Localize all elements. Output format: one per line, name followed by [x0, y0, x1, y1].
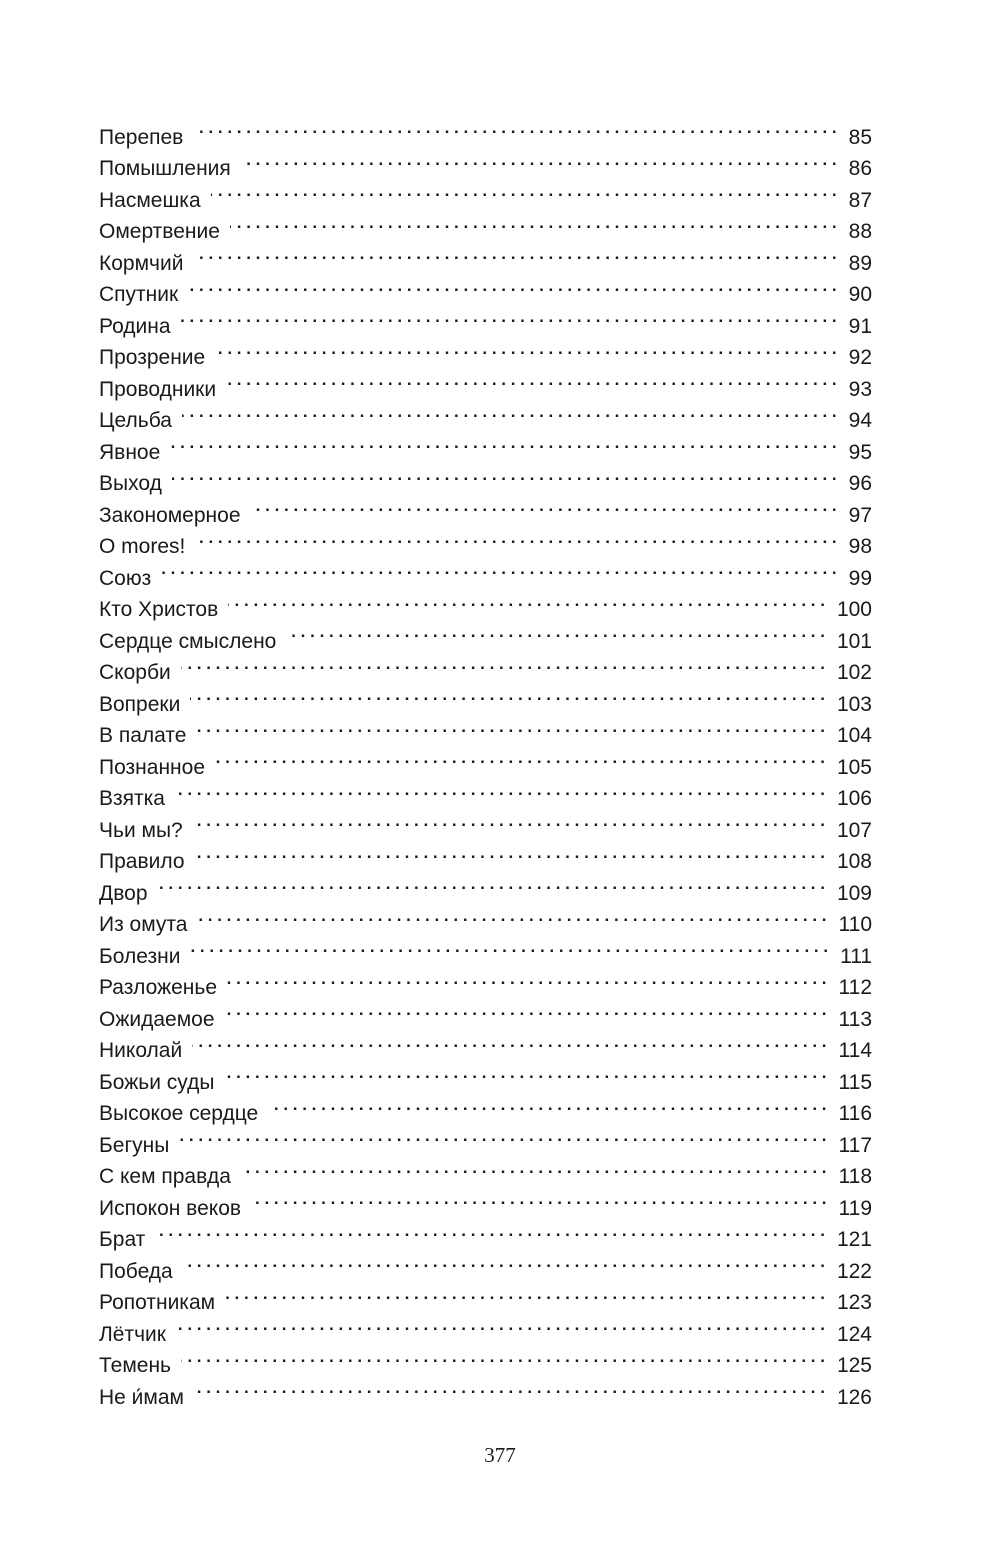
toc-entry-title: Лётчик [99, 1322, 166, 1346]
dot-leader [190, 679, 825, 711]
toc-entry [99, 711, 872, 747]
dot-leader [227, 963, 826, 995]
toc-entry [99, 1057, 872, 1094]
toc-entry-title: Двор [99, 881, 148, 905]
dot-leader [161, 553, 836, 585]
toc-entry-title: Цельба [99, 409, 172, 432]
toc-entry-page: 122 [836, 1259, 872, 1283]
toc-entry [99, 1341, 872, 1377]
dot-leader [182, 396, 837, 428]
toc-entry [99, 585, 872, 621]
toc-entry-page: 125 [836, 1354, 872, 1377]
toc-entry-title: Омертвение [99, 220, 220, 243]
toc-entry-title: С кем правда [99, 1165, 231, 1188]
dot-leader [225, 1278, 825, 1310]
toc-entry-title: Перепев [99, 125, 184, 149]
dot-leader [251, 490, 837, 522]
toc-entry [99, 1152, 872, 1188]
dot-leader [228, 585, 825, 617]
toc-entry [99, 459, 872, 495]
toc-entry [99, 742, 872, 779]
toc-entry [99, 144, 872, 180]
toc-entry-page: 94 [848, 409, 872, 432]
toc-entry-page: 123 [836, 1291, 872, 1314]
dot-leader [230, 207, 837, 239]
toc-entry-page: 110 [838, 913, 872, 936]
toc-entry-title: Насмешка [99, 188, 201, 212]
toc-entry-title: Спутник [99, 283, 179, 306]
toc-entry-page: 104 [836, 724, 872, 747]
toc-entry [99, 396, 872, 432]
toc-entry-page: 91 [848, 314, 872, 338]
toc-entry-page: 114 [838, 1039, 872, 1062]
toc-entry-page: 85 [848, 125, 872, 149]
toc-entry-title: Высокое сердце [99, 1102, 259, 1125]
toc-entry [99, 333, 872, 369]
toc-entry-page: 113 [838, 1007, 872, 1031]
toc-entry [99, 963, 872, 999]
dot-leader [192, 1026, 826, 1058]
dot-leader [241, 1152, 827, 1184]
toc-entry-page: 92 [848, 346, 872, 369]
dot-leader [268, 1089, 826, 1121]
toc-entry-page: 103 [836, 692, 872, 716]
toc-entry-page: 108 [836, 850, 872, 873]
toc-entry [99, 1372, 872, 1409]
toc-entry-title: В палате [99, 724, 187, 747]
dot-leader [286, 616, 825, 648]
toc-entry-title: Брат [99, 1228, 146, 1251]
table-of-contents [99, 112, 872, 1409]
toc-entry [99, 112, 872, 149]
toc-entry [99, 522, 872, 558]
toc-entry [99, 1026, 872, 1062]
toc-entry-page: 101 [836, 629, 872, 653]
toc-entry [99, 931, 872, 968]
dot-leader [181, 1341, 825, 1373]
toc-entry-page: 118 [838, 1165, 872, 1188]
toc-entry [99, 679, 872, 716]
toc-entry [99, 900, 872, 936]
toc-entry-title: Чьи мы? [99, 818, 183, 842]
toc-entry-title: Темень [99, 1354, 171, 1377]
toc-entry-page: 97 [848, 503, 872, 527]
toc-entry [99, 1215, 872, 1251]
toc-entry-title: Проводники [99, 377, 217, 401]
toc-entry-page: 95 [848, 440, 872, 464]
dot-leader [215, 333, 836, 365]
dot-leader [226, 364, 837, 396]
toc-entry-title: Взятка [99, 787, 165, 810]
toc-entry [99, 868, 872, 905]
dot-leader [197, 900, 826, 932]
toc-entry-title: Божьи суды [99, 1070, 215, 1094]
toc-entry-title: Закономерное [99, 503, 241, 527]
dot-leader [225, 994, 827, 1026]
toc-entry-page: 90 [848, 283, 872, 306]
toc-entry-page: 117 [838, 1133, 872, 1157]
dot-leader [193, 805, 825, 837]
dot-leader [193, 238, 836, 270]
toc-entry-title: Вопреки [99, 692, 181, 716]
toc-entry-page: 111 [840, 944, 872, 968]
toc-entry-title: Помышления [99, 157, 231, 180]
toc-entry [99, 1246, 872, 1283]
toc-entry-title: Бегуны [99, 1133, 170, 1157]
toc-entry-page: 115 [838, 1070, 872, 1094]
toc-entry [99, 774, 872, 810]
toc-entry-page: 98 [848, 535, 872, 558]
toc-entry-title: Кормчий [99, 251, 184, 275]
toc-entry [99, 648, 872, 684]
toc-entry [99, 805, 872, 842]
dot-leader [188, 270, 836, 302]
dot-leader [181, 301, 837, 333]
toc-entry-page: 126 [836, 1385, 872, 1409]
toc-entry-page: 109 [836, 881, 872, 905]
toc-entry-title: Выход [99, 472, 162, 495]
dot-leader [241, 144, 837, 176]
toc-entry-title: Кто Христов [99, 598, 219, 621]
toc-entry [99, 490, 872, 527]
toc-entry-page: 116 [838, 1102, 872, 1125]
toc-entry-title: Ропотникам [99, 1291, 216, 1314]
toc-entry-page: 102 [836, 661, 872, 684]
dot-leader [158, 868, 825, 900]
dot-leader [172, 459, 837, 491]
toc-entry-title: Из омута [99, 913, 188, 936]
dot-leader [176, 1309, 825, 1341]
toc-entry [99, 207, 872, 243]
toc-entry-page: 96 [848, 472, 872, 495]
toc-entry-page: 112 [838, 976, 872, 999]
toc-entry-title: Познанное [99, 755, 205, 779]
toc-entry-title: Правило [99, 850, 185, 873]
dot-leader [215, 742, 825, 774]
dot-leader [194, 1372, 825, 1404]
dot-leader [181, 648, 825, 680]
toc-entry [99, 270, 872, 306]
toc-entry-page: 99 [848, 566, 872, 590]
dot-leader [190, 931, 828, 963]
toc-entry [99, 175, 872, 212]
dot-leader [175, 774, 825, 806]
toc-entry-title: O mores! [99, 535, 186, 558]
toc-entry-page: 89 [848, 251, 872, 275]
toc-entry [99, 1309, 872, 1346]
toc-entry-page: 100 [836, 598, 872, 621]
dot-leader [155, 1215, 825, 1247]
toc-entry-title: Испокон веков [99, 1196, 242, 1220]
toc-entry-title: Разложенье [99, 976, 218, 999]
dot-leader [170, 427, 836, 459]
toc-entry-page: 124 [836, 1322, 872, 1346]
toc-entry-title: Не и́мам [99, 1385, 184, 1409]
dot-leader [195, 522, 836, 554]
toc-entry-page: 106 [836, 787, 872, 810]
toc-entry-page: 86 [848, 157, 872, 180]
toc-entry-title: Николай [99, 1039, 183, 1062]
toc-entry [99, 238, 872, 275]
toc-entry-title: Болезни [99, 944, 181, 968]
toc-entry-title: Родина [99, 314, 171, 338]
toc-entry [99, 301, 872, 338]
dot-leader [193, 112, 836, 144]
toc-entry-title: Ожидаемое [99, 1007, 215, 1031]
toc-entry-page: 88 [848, 220, 872, 243]
toc-entry-page: 107 [836, 818, 872, 842]
dot-leader [251, 1183, 826, 1215]
toc-entry-title: Явное [99, 440, 161, 464]
toc-entry [99, 1120, 872, 1157]
dot-leader [196, 711, 825, 743]
toc-entry-page: 105 [836, 755, 872, 779]
toc-entry-page: 93 [848, 377, 872, 401]
toc-entry [99, 427, 872, 464]
toc-entry [99, 837, 872, 873]
toc-entry-title: Скорби [99, 661, 171, 684]
dot-leader [183, 1246, 825, 1278]
toc-entry-page: 87 [848, 188, 872, 212]
toc-entry-title: Сердце смыслено [99, 629, 277, 653]
dot-leader [224, 1057, 826, 1089]
toc-entry-title: Прозрение [99, 346, 206, 369]
toc-entry [99, 1278, 872, 1314]
dot-leader [211, 175, 837, 207]
dot-leader [179, 1120, 826, 1152]
toc-entry [99, 553, 872, 590]
toc-entry-title: Союз [99, 566, 152, 590]
toc-entry-page: 121 [836, 1228, 872, 1251]
dot-leader [195, 837, 825, 869]
toc-entry-title: Победа [99, 1259, 173, 1283]
toc-entry-page: 119 [838, 1196, 872, 1220]
page-number: 377 [484, 1443, 516, 1467]
